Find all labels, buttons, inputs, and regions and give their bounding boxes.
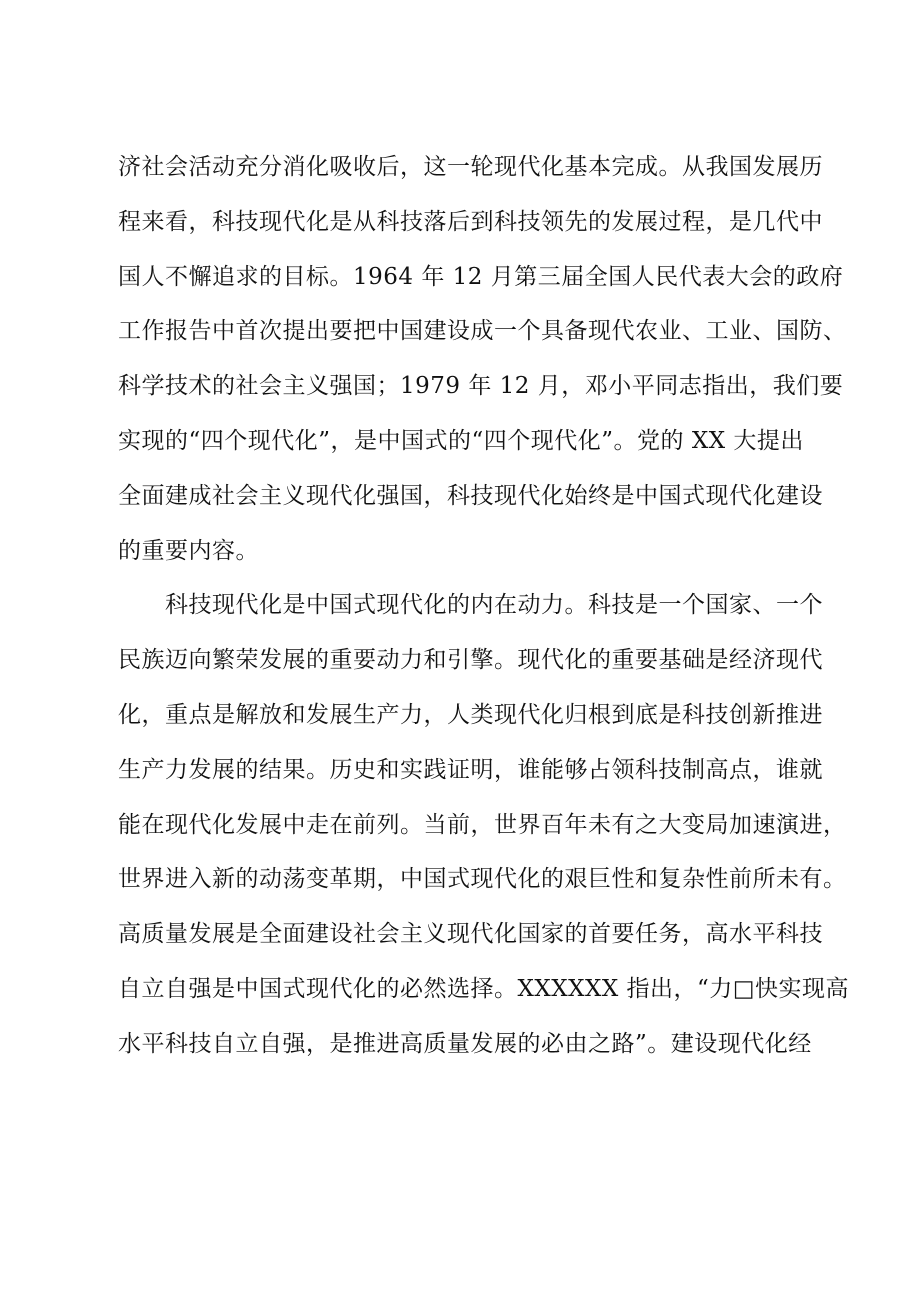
body-text xyxy=(118,150,850,1082)
paragraph-2 xyxy=(118,588,850,1081)
text-line: 生产力发展的结果。历史和实践证明，谁能够占领科技制高点，谁就 xyxy=(118,756,823,783)
text-line: 科学技术的社会主义强国；1979 年 12 月，邓小平同志指出，我们要 xyxy=(118,373,844,400)
text-line: 高质量发展是全面建设社会主义现代化国家的首要任务，高水平科技 xyxy=(118,921,823,948)
text-line: 民族迈向繁荣发展的重要动力和引擎。现代化的重要基础是经济现代 xyxy=(118,647,823,674)
text-line: 化，重点是解放和发展生产力，人类现代化归根到底是科技创新推进 xyxy=(118,701,823,728)
text-line: 自立自强是中国式现代化的必然选择。XXXXXX 指出，“力□快实现高 xyxy=(118,975,850,1002)
text-line: 全面建成社会主义现代化强国，科技现代化始终是中国式现代化建设 xyxy=(118,482,823,509)
text-line: 的重要内容。 xyxy=(118,537,259,564)
text-line: 能在现代化发展中走在前列。当前，世界百年未有之大变局加速演进， xyxy=(118,811,847,838)
text-line: 实现的“四个现代化”，是中国式的“四个现代化”。党的 XX 大提出 xyxy=(118,427,804,454)
text-line: 济社会活动充分消化吸收后，这一轮现代化基本完成。从我国发展历 xyxy=(118,154,823,180)
text-line: 世界进入新的动荡变革期，中国式现代化的艰巨性和复杂性前所未有。 xyxy=(118,866,847,893)
text-line: 科技现代化是中国式现代化的内在动力。科技是一个国家、一个 xyxy=(165,592,823,619)
text-line: 程来看，科技现代化是从科技落后到科技领先的发展过程，是几代中 xyxy=(118,208,823,235)
text-line: 水平科技自立自强，是推进高质量发展的必由之路”。建设现代化经 xyxy=(118,1030,812,1057)
text-line: 国人不懈追求的目标。1964 年 12 月第三届全国人民代表大会的政府 xyxy=(118,263,844,290)
text-line: 工作报告中首次提出要把中国建设成一个具备现代农业、工业、国防、 xyxy=(118,318,847,345)
paragraph-1 xyxy=(118,150,847,588)
